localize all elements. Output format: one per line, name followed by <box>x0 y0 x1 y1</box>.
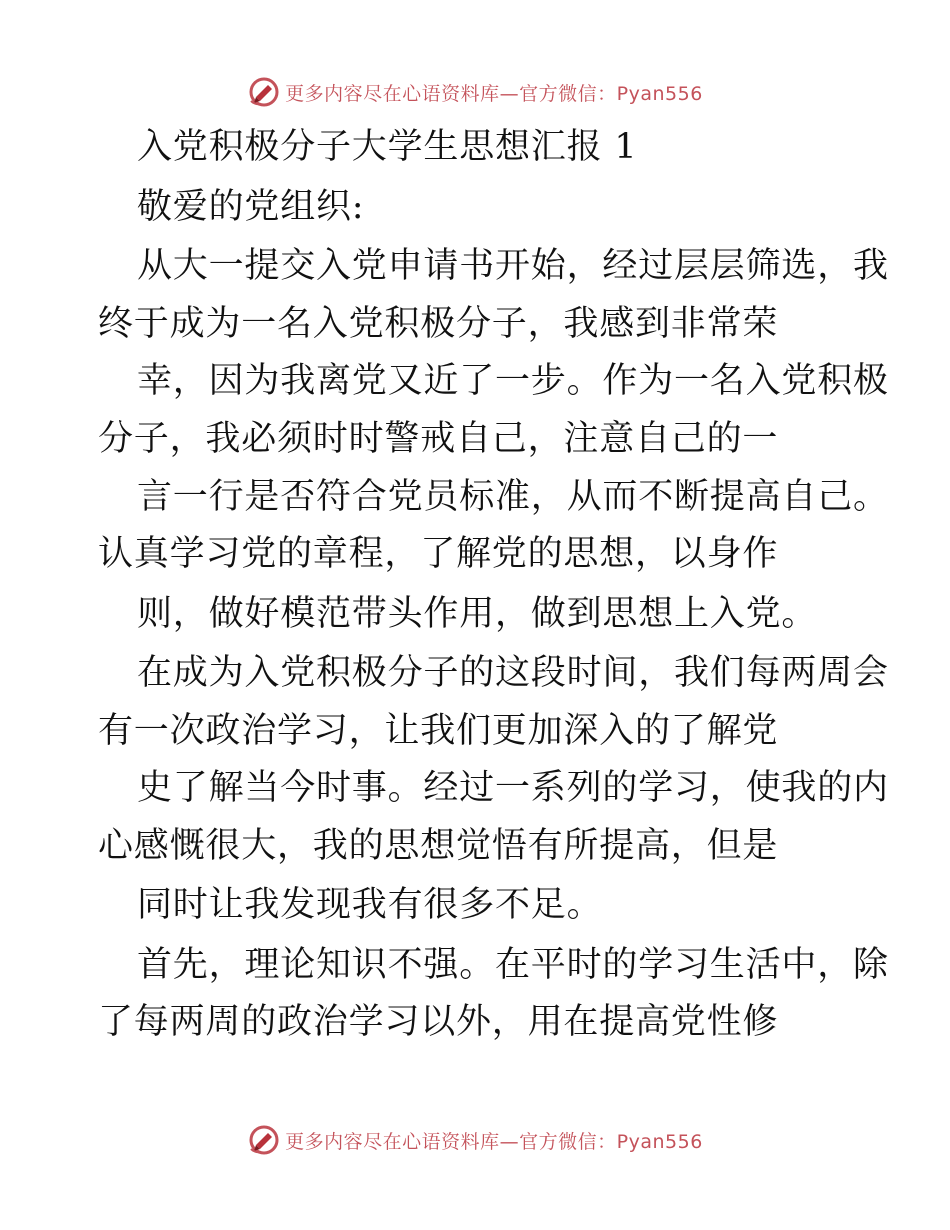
header-banner-text: 更多内容尽在心语资料库—官方微信：Pyan556 <box>285 82 703 105</box>
pen-logo-icon <box>247 1123 281 1157</box>
body-line: 同时让我发现我有很多不足。 <box>137 885 603 925</box>
body-line: 则，做好模范带头作用，做到思想上入党。 <box>137 594 818 634</box>
body-line: 幸，因为我离党又近了一步。作为一名入党积极 <box>137 361 889 401</box>
body-line: 分子，我必须时时警戒自己，注意自己的一 <box>98 419 779 459</box>
salutation-line: 敬爱的党组织: <box>137 187 365 227</box>
body-line: 从大一提交入党申请书开始，经过层层筛选，我 <box>137 246 889 286</box>
body-line: 有一次政治学习，让我们更加深入的了解党 <box>98 711 779 751</box>
document-title: 入党积极分子大学生思想汇报 1 <box>137 127 638 167</box>
body-line: 终于成为一名入党积极分子，我感到非常荣 <box>98 304 779 344</box>
body-line: 首先，理论知识不强。在平时的学习生活中，除 <box>137 945 889 985</box>
footer-banner-text: 更多内容尽在心语资料库—官方微信：Pyan556 <box>285 1130 703 1153</box>
body-line: 史了解当今时事。经过一系列的学习，使我的内 <box>137 768 889 808</box>
body-line: 在成为入党积极分子的这段时间，我们每两周会 <box>137 653 889 693</box>
body-line: 言一行是否符合党员标准，从而不断提高自己。 <box>137 477 889 517</box>
body-line: 心感慨很大，我的思想觉悟有所提高，但是 <box>98 826 779 866</box>
page-footer-banner <box>0 1120 950 1160</box>
body-line: 认真学习党的章程，了解党的思想，以身作 <box>98 534 779 574</box>
body-line: 了每两周的政治学习以外，用在提高党性修 <box>98 1002 779 1042</box>
